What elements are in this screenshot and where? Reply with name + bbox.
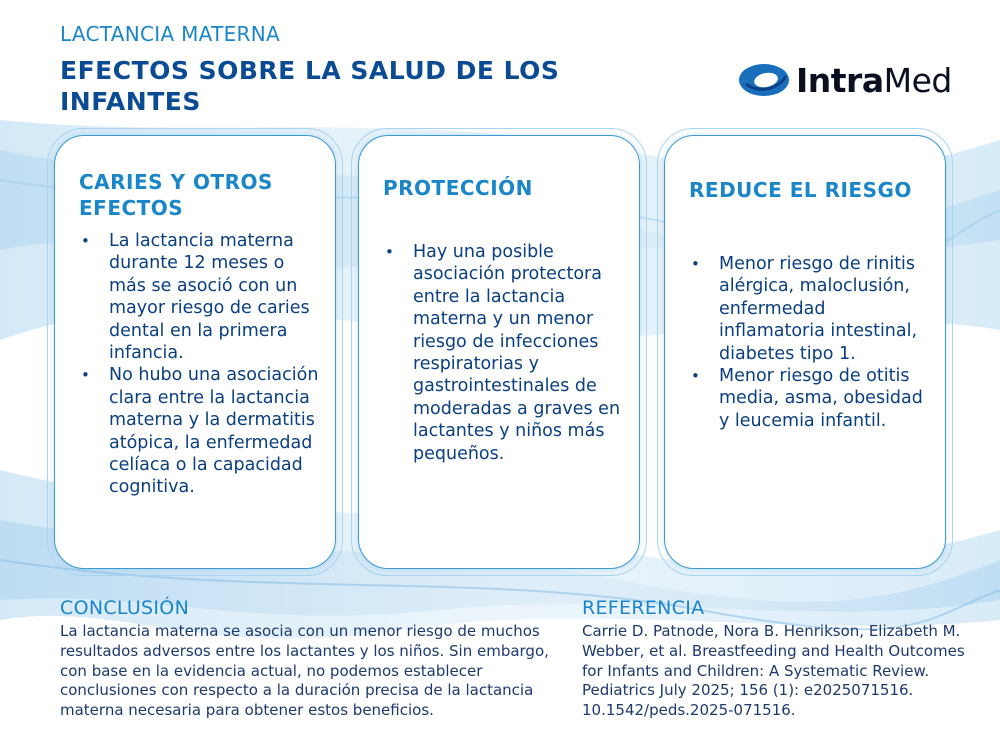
logo-text xyxy=(796,61,952,100)
card-list xyxy=(79,230,323,499)
card-title: CARIES Y OTROS EFECTOS xyxy=(79,170,273,220)
card-proteccion xyxy=(358,135,640,569)
header-subtitle: LACTANCIA MATERNA xyxy=(60,22,280,46)
list-item: • Menor riesgo de rinitis alérgica, maloclusión, enfermedad inflamatoria intestinal, diabetes tipo 1. xyxy=(689,253,933,365)
logo-text-regular: Med xyxy=(883,60,952,100)
page-title: EFECTOS SOBRE LA SALUD DE LOS INFANTES xyxy=(60,56,560,116)
list-item: • La lactancia materna durante 12 meses o más se asoció con un mayor riesgo de caries dental en la primera infancia. xyxy=(79,230,323,364)
card-list xyxy=(383,241,627,465)
card-list xyxy=(689,253,933,432)
logo-mark-icon xyxy=(738,62,790,98)
list-item: • Menor riesgo de otitis media, asma, obesidad y leucemia infantil. xyxy=(689,365,933,432)
list-item: • No hubo una asociación clara entre la lactancia materna y la dermatitis atópica, la enfermedad celíaca o la capacidad cognitiva. xyxy=(79,364,323,498)
reference-title: REFERENCIA xyxy=(582,597,705,619)
conclusion-title: CONCLUSIÓN xyxy=(60,597,190,619)
card-caries xyxy=(54,135,336,569)
card-title: REDUCE EL RIESGO xyxy=(689,178,912,202)
card-reduce-riesgo xyxy=(664,135,946,569)
conclusion-text: La lactancia materna se asocia con un menor riesgo de muchos resultados adversos entre los lactantes y los niños. Sin embargo, con base en la evidencia actual, no podemos establecer conclusiones con respecto a la duración precisa de la lactancia materna necesaria para obtener estos beneficios. xyxy=(60,622,549,720)
list-item: • Hay una posible asociación protectora entre la lactancia materna y un menor riesgo de infecciones respiratorias y gastrointestinales de moderadas a graves en lactantes y niños más pequeños. xyxy=(383,241,627,465)
logo-text-bold: Intra xyxy=(796,60,884,100)
card-title: PROTECCIÓN xyxy=(383,176,533,200)
reference-text: Carrie D. Patnode, Nora B. Henrikson, Elizabeth M. Webber, et al. Breastfeeding and Health Outcomes for Infants and Children: A Systematic Review. Pediatrics July 2025; 156 (1): e2025071516. 10.1542/peds.2025-071516. xyxy=(582,622,965,720)
intramed-logo xyxy=(738,60,952,100)
